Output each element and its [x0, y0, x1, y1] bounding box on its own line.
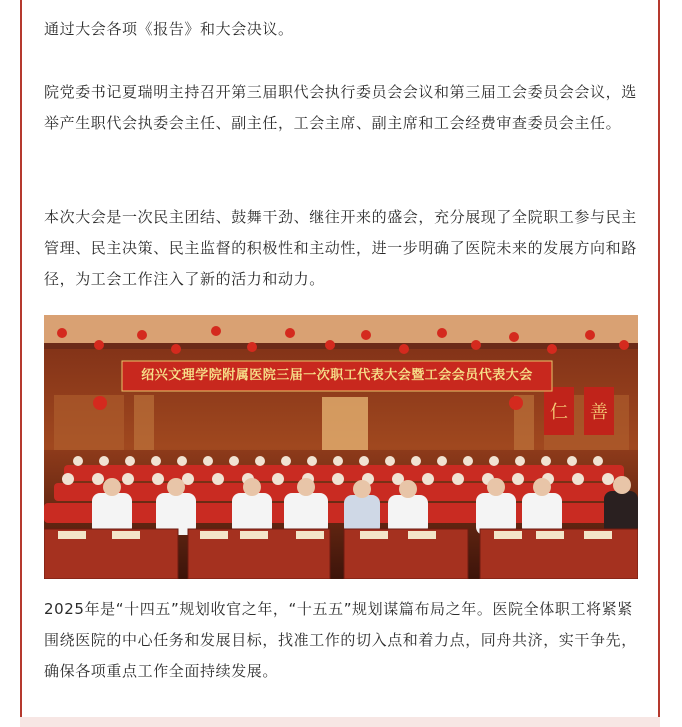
paragraph-2: 院党委书记夏瑞明主持召开第三届职代会执行委员会会议和第三届工会委员会会议，选举产生职代会执委会主任、副主任，工会主席、副主席和工会经费审查委员会主任。: [44, 83, 637, 132]
paragraph-4: 2025年是“十四五”规划收官之年，“十五五”规划谋篇布局之年。医院全体职工将紧紧围绕医院的中心任务和发展目标，找准工作的切入点和着力点，同舟共济，实干争先，确保各项重点工作全面持续发展。: [44, 600, 637, 680]
conference-scene: [44, 315, 638, 579]
wall-char-1: 仁: [550, 402, 568, 423]
banner-text: 绍兴文理学院附属医院三届一次职工代表大会暨工会会员代表大会: [141, 368, 533, 383]
paragraph-3: 本次大会是一次民主团结、鼓舞干劲、继往开来的盛会，充分展现了全院职工参与民主管理、民主决策、民主监督的积极性和主动性，进一步明确了医院未来的发展方向和路径，为工会工作注入了新的活力和动力。: [44, 208, 637, 288]
paragraph-1: 通过大会各项《报告》和大会决议。: [44, 20, 294, 38]
conference-photo: [44, 315, 638, 579]
wall-char-2: 善: [590, 402, 608, 423]
frame-bottom-strip: [20, 717, 660, 727]
